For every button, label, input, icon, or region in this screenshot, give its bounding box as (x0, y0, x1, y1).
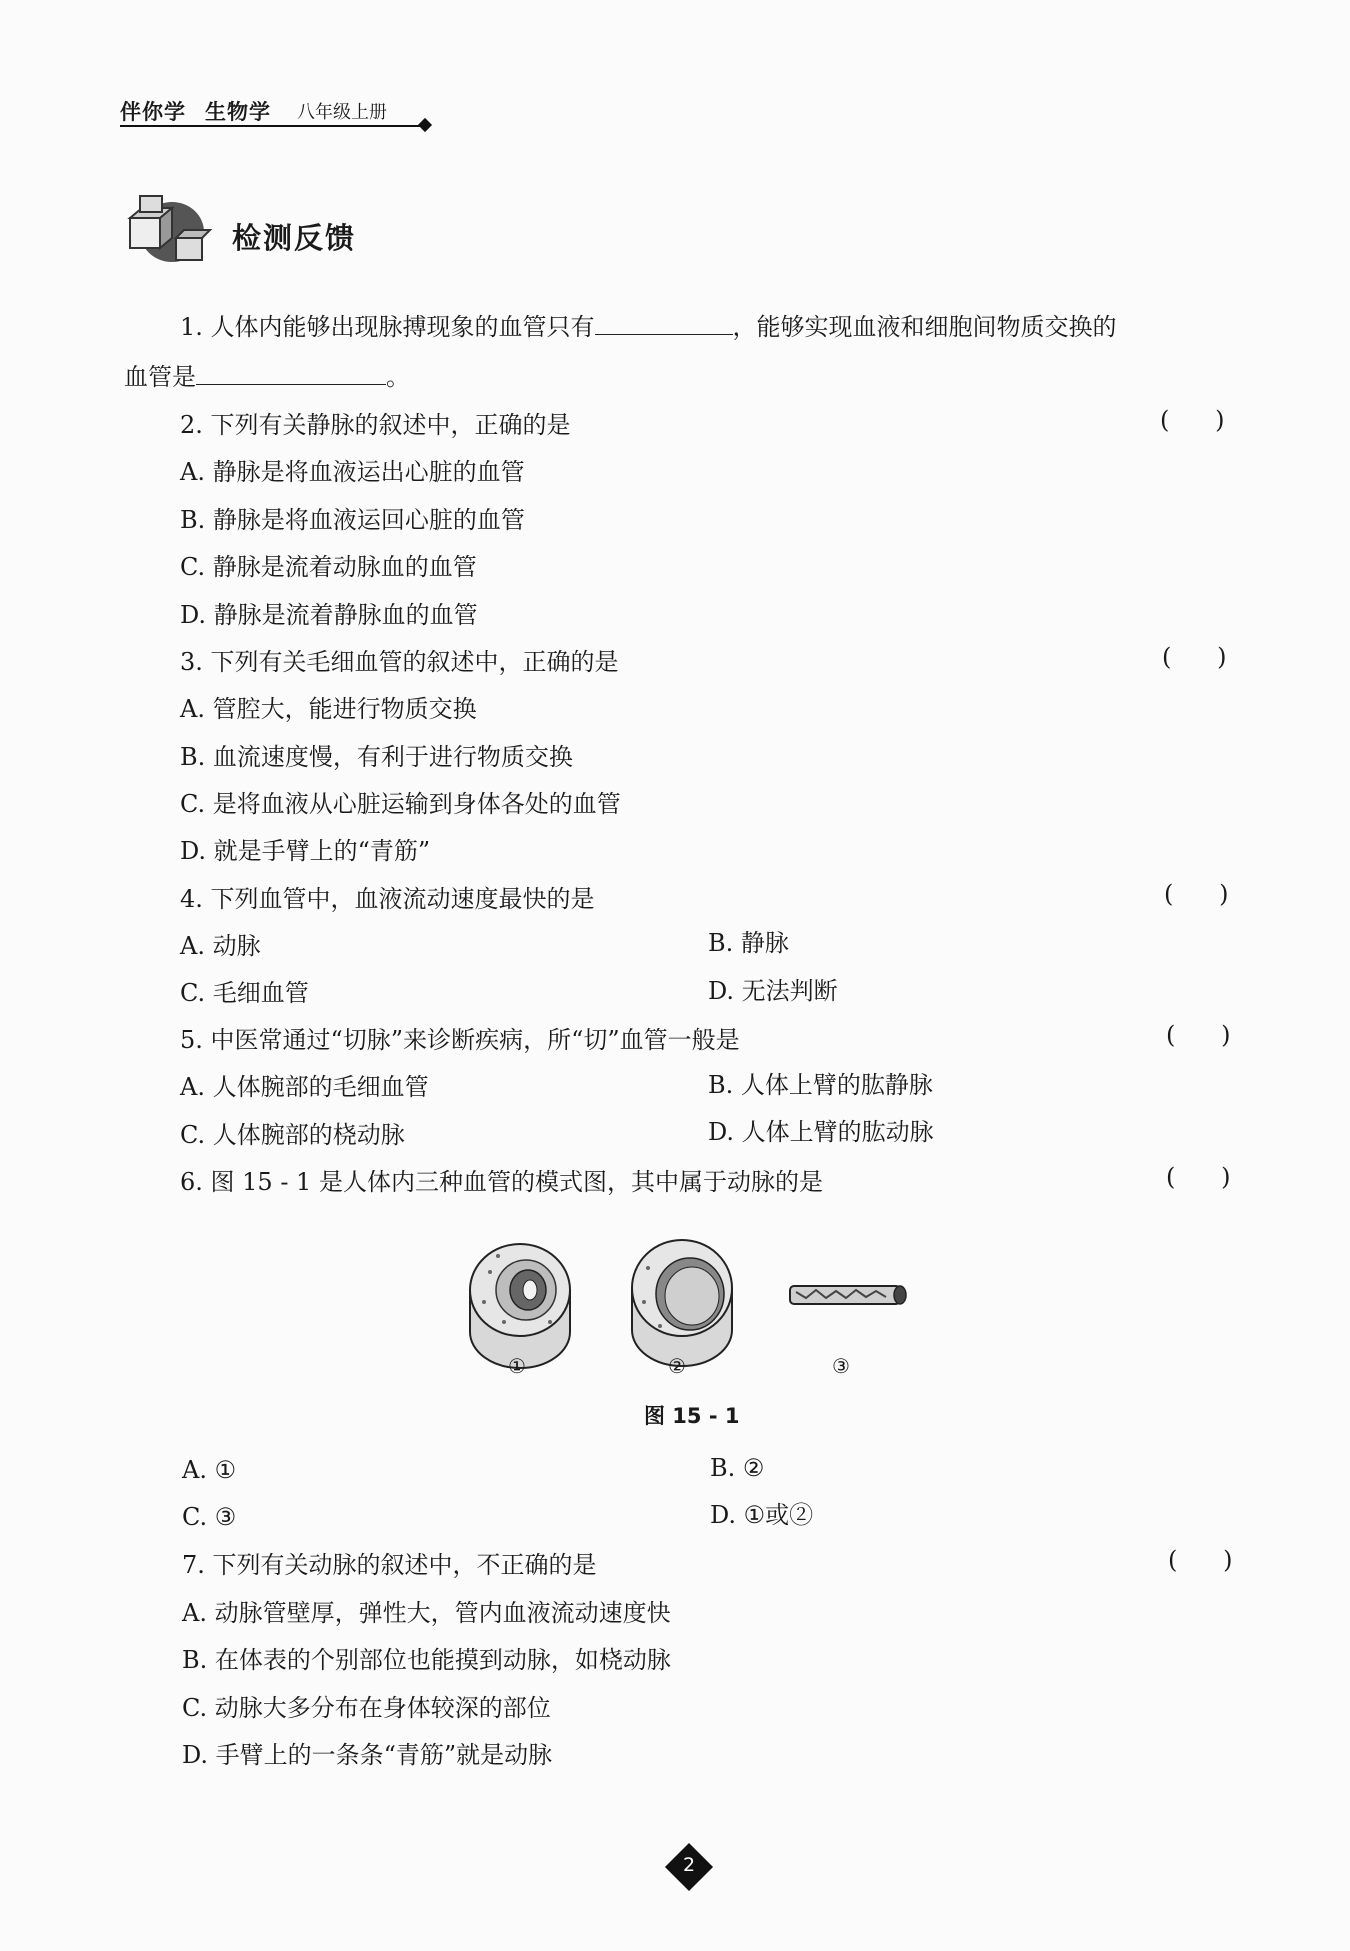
vessel-2-vein-drawing (632, 1240, 732, 1366)
q7-option-d: D. 手臂上的一条条“青筋”就是动脉 (182, 1741, 553, 1769)
q6-answer-paren[interactable]: ( ) (1166, 1163, 1231, 1191)
q3-answer-paren[interactable]: ( ) (1162, 643, 1227, 671)
page-number: 2 (682, 1854, 696, 1876)
q3-option-d: D. 就是手臂上的“青筋” (180, 837, 431, 865)
q2-answer-paren[interactable]: ( ) (1160, 406, 1225, 434)
q4-option-d: D. 无法判断 (708, 977, 838, 1005)
q4-stem: 4. 下列血管中，血液流动速度最快的是 (180, 885, 595, 913)
q6-option-a: A. ① (182, 1456, 237, 1484)
q4-option-b: B. 静脉 (708, 929, 789, 957)
section-title: 检测反馈 (232, 221, 357, 255)
figure-label-3: ③ (832, 1354, 850, 1378)
q3-option-a: A. 管腔大，能进行物质交换 (180, 695, 477, 723)
q5-option-a: A. 人体腕部的毛细血管 (180, 1073, 429, 1101)
section-cube-icon (122, 192, 214, 268)
q2-option-c: C. 静脉是流着动脉血的血管 (180, 553, 477, 581)
q3-option-c: C. 是将血液从心脏运输到身体各处的血管 (180, 790, 621, 818)
q7-option-a: A. 动脉管壁厚，弹性大，管内血液流动速度快 (182, 1599, 671, 1627)
q6-option-d: D. ①或② (710, 1501, 814, 1529)
q6-stem: 6. 图 15 - 1 是人体内三种血管的模式图，其中属于动脉的是 (180, 1168, 823, 1196)
q7-option-b: B. 在体表的个别部位也能摸到动脉，如桡动脉 (182, 1646, 671, 1674)
q1-text-4: 。 (386, 363, 410, 391)
page-number-badge (664, 1842, 714, 1892)
q5-option-c: C. 人体腕部的桡动脉 (180, 1121, 405, 1149)
q1-blank-1[interactable] (595, 312, 733, 335)
q1-line1 (180, 312, 1117, 342)
q5-answer-paren[interactable]: ( ) (1166, 1021, 1231, 1049)
series-name: 伴你学 (120, 100, 186, 124)
q2-option-a: A. 静脉是将血液运出心脏的血管 (180, 458, 525, 486)
header-rule (120, 125, 425, 127)
q1-line2 (124, 362, 410, 392)
q7-answer-paren[interactable]: ( ) (1168, 1546, 1233, 1574)
q4-answer-paren[interactable]: ( ) (1164, 880, 1229, 908)
q6-option-c: C. ③ (182, 1503, 237, 1531)
vessel-3-capillary-drawing (790, 1286, 906, 1304)
figure-caption: 图 15 - 1 (644, 1404, 740, 1428)
page-header (120, 96, 430, 126)
q1-text-2: ，能够实现血液和细胞间物质交换的 (732, 313, 1117, 341)
q3-option-b: B. 血流速度慢，有利于进行物质交换 (180, 743, 573, 771)
q7-option-c: C. 动脉大多分布在身体较深的部位 (182, 1694, 551, 1722)
figure-label-1: ① (508, 1354, 526, 1378)
q2-stem: 2. 下列有关静脉的叙述中，正确的是 (180, 411, 571, 439)
q7-stem: 7. 下列有关动脉的叙述中，不正确的是 (182, 1551, 597, 1579)
grade-label: 八年级上册 (297, 102, 387, 123)
q3-stem: 3. 下列有关毛细血管的叙述中，正确的是 (180, 648, 619, 676)
q5-option-d: D. 人体上臂的肱动脉 (708, 1118, 934, 1146)
q5-option-b: B. 人体上臂的肱静脉 (708, 1071, 933, 1099)
q6-option-b: B. ② (710, 1454, 765, 1482)
header-diamond (418, 118, 432, 132)
q4-option-a: A. 动脉 (180, 932, 261, 960)
q5-stem: 5. 中医常通过“切脉”来诊断疾病，所“切”血管一般是 (180, 1026, 740, 1054)
figure-label-2: ② (668, 1354, 686, 1378)
blood-vessel-figure (460, 1232, 920, 1382)
q4-option-c: C. 毛细血管 (180, 979, 309, 1007)
q1-blank-2[interactable] (196, 362, 386, 385)
subject-name: 生物学 (205, 100, 271, 124)
vessel-1-artery-drawing (470, 1244, 570, 1368)
q1-text-1: 1. 人体内能够出现脉搏现象的血管只有 (180, 313, 595, 341)
q2-option-d: D. 静脉是流着静脉血的血管 (180, 601, 478, 629)
q1-text-3: 血管是 (124, 363, 196, 391)
q2-option-b: B. 静脉是将血液运回心脏的血管 (180, 506, 525, 534)
